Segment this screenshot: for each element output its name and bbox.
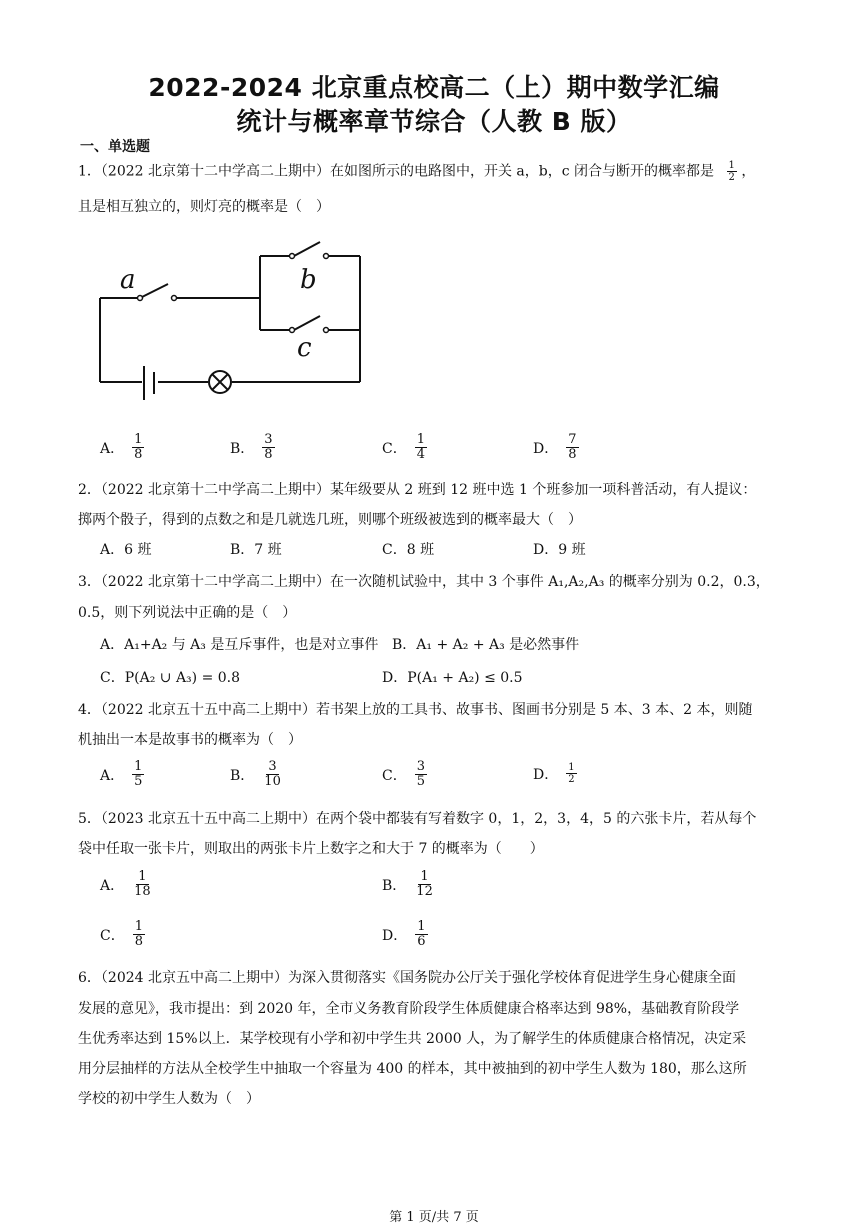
q5-option-c[interactable]	[100, 920, 145, 949]
document-title-line2: 统计与概率章节综合（人教 B 版）	[236, 107, 632, 136]
q3-option-b[interactable]: B．A₁ + A₂ + A₃ 是必然事件	[392, 637, 580, 653]
frac-den: 4	[416, 447, 425, 462]
option-fraction	[415, 760, 427, 789]
option-fraction	[262, 433, 274, 462]
q5-option-d[interactable]	[382, 920, 428, 949]
q2-option-b[interactable]: B．7 班	[230, 542, 282, 558]
q1-stem-end: ，	[741, 163, 756, 180]
option-fraction	[262, 760, 283, 789]
frac-den: 5	[416, 774, 425, 789]
q4-option-c[interactable]	[382, 760, 427, 789]
option-label: D．	[533, 440, 559, 457]
q6-stem-line1: 6．（2024 北京五中高二上期中）为深入贯彻落实《国务院办公厅关于强化学校体育促进学生身心健康全面	[78, 970, 736, 986]
option-fraction	[566, 762, 576, 785]
frac-den: 2	[568, 774, 575, 785]
q1-stem-line2: 且是相互独立的，则灯亮的概率是（ ）	[78, 199, 330, 215]
q3-option-a[interactable]: A．A₁+A₂ 与 A₃ 是互斥事件，也是对立事件	[100, 637, 379, 653]
frac-num: 1	[138, 869, 147, 884]
q6-stem-line4: 用分层抽样的方法从全校学生中抽取一个容量为 400 的样本，其中被抽到的初中学生人数为 180，那么这所	[78, 1061, 747, 1077]
option-label: D．	[382, 927, 408, 944]
page-footer: 第 1 页/共 7 页	[389, 1210, 479, 1225]
q5-stem-line2: 袋中任取一张卡片，则取出的两张卡片上数字之和大于 7 的概率为（ ）	[78, 841, 544, 857]
q2-option-d[interactable]: D．9 班	[533, 542, 586, 558]
q5-option-a[interactable]	[100, 870, 153, 899]
option-fraction	[132, 760, 144, 789]
option-label: B．	[230, 440, 255, 457]
switch-b-label: b	[300, 265, 317, 295]
document-title-line1: 2022-2024 北京重点校高二（上）期中数学汇编	[148, 73, 720, 102]
q1-option-d[interactable]	[533, 433, 579, 462]
frac-num: 3	[416, 759, 425, 774]
option-label: C．	[100, 927, 125, 944]
q2-option-a[interactable]: A．6 班	[100, 542, 152, 558]
option-fraction	[132, 870, 153, 899]
frac-num: 1	[416, 432, 425, 447]
option-fraction	[133, 920, 145, 949]
q1-stem-text: 1．（2022 北京第十二中学高二上期中）在如图所示的电路图中，开关 a，b，c 闭合与断开的概率都是	[78, 163, 715, 180]
section-heading: 一、单选题	[80, 139, 150, 155]
q1-stem-line1	[78, 160, 755, 183]
frac-num: 3	[264, 432, 273, 447]
frac-den: 8	[264, 447, 273, 462]
switch-c-label: c	[297, 333, 312, 363]
q1-option-a[interactable]	[100, 433, 144, 462]
q6-stem-line5: 学校的初中学生人数为（ ）	[78, 1091, 260, 1107]
option-label: A．	[100, 767, 125, 784]
frac-num: 1	[134, 919, 143, 934]
frac-den: 12	[416, 884, 433, 899]
frac-den: 8	[134, 934, 143, 949]
q1-circuit-diagram	[90, 232, 375, 407]
frac-num: 1	[568, 762, 575, 773]
option-fraction	[414, 870, 435, 899]
q4-stem-line2: 机抽出一本是故事书的概率为（ ）	[78, 732, 302, 748]
q1-frac-den: 2	[728, 172, 735, 183]
q3-option-d[interactable]: D．P(A₁ + A₂) ≤ 0.5	[382, 670, 523, 686]
switch-a-label: a	[120, 265, 136, 295]
option-fraction	[415, 433, 427, 462]
q5-stem-line1: 5．（2023 北京五十五中高二上期中）在两个袋中都装有写着数字 0，1，2，3，4，5 的六张卡片，若从每个	[78, 811, 757, 827]
frac-den: 18	[134, 884, 151, 899]
q3-stem-line1: 3．（2022 北京第十二中学高二上期中）在一次随机试验中，其中 3 个事件 A₁,A₂,A₃ 的概率分别为 0.2，0.3，	[78, 574, 770, 590]
option-label: D．	[533, 766, 559, 783]
frac-den: 6	[417, 934, 426, 949]
frac-den: 8	[568, 447, 577, 462]
q4-stem-line1: 4．（2022 北京五十五中高二上期中）若书架上放的工具书、故事书、图画书分别是 5 本、3 本、2 本，则随	[78, 702, 753, 718]
q2-stem-line2: 掷两个骰子，得到的点数之和是几就选几班，则哪个班级被选到的概率最大（ ）	[78, 512, 582, 528]
option-fraction	[566, 433, 578, 462]
frac-den: 5	[134, 774, 143, 789]
q1-option-b[interactable]	[230, 433, 275, 462]
q5-option-b[interactable]	[382, 870, 435, 899]
q6-stem-line2: 发展的意见》，我市提出：到 2020 年，全市义务教育阶段学生体质健康合格率达到 98%，基础教育阶段学	[78, 1001, 740, 1017]
option-label: C．	[382, 440, 407, 457]
q1-frac-num: 1	[728, 160, 735, 171]
q6-stem-line3: 生优秀率达到 15%以上．某学校现有小学和初中学生共 2000 人，为了解学生的体质健康合格情况，决定采	[78, 1031, 747, 1047]
option-label: A．	[100, 440, 125, 457]
option-label: C．	[382, 767, 407, 784]
q1-probability-fraction	[727, 160, 737, 183]
q4-option-b[interactable]	[230, 760, 283, 789]
q3-option-c[interactable]: C．P(A₂ ∪ A₃) = 0.8	[100, 670, 241, 686]
option-label: B．	[382, 877, 407, 894]
frac-den: 8	[134, 447, 143, 462]
frac-num: 1	[134, 759, 143, 774]
frac-den: 10	[264, 774, 281, 789]
frac-num: 1	[134, 432, 143, 447]
q4-option-a[interactable]	[100, 760, 144, 789]
q4-option-d[interactable]	[533, 762, 577, 785]
option-label: B．	[230, 767, 255, 784]
frac-num: 7	[568, 432, 577, 447]
q3-stem-line2: 0.5，则下列说法中正确的是（ ）	[78, 605, 297, 621]
frac-num: 1	[420, 869, 429, 884]
option-label: A．	[100, 877, 125, 894]
frac-num: 3	[268, 759, 277, 774]
q2-option-c[interactable]: C．8 班	[382, 542, 435, 558]
q2-stem-line1: 2．（2022 北京第十二中学高二上期中）某年级要从 2 班到 12 班中选 1 个班参加一项科普活动，有人提议：	[78, 482, 757, 498]
frac-num: 1	[417, 919, 426, 934]
option-fraction	[132, 433, 144, 462]
q1-option-c[interactable]	[382, 433, 427, 462]
option-fraction	[415, 920, 427, 949]
